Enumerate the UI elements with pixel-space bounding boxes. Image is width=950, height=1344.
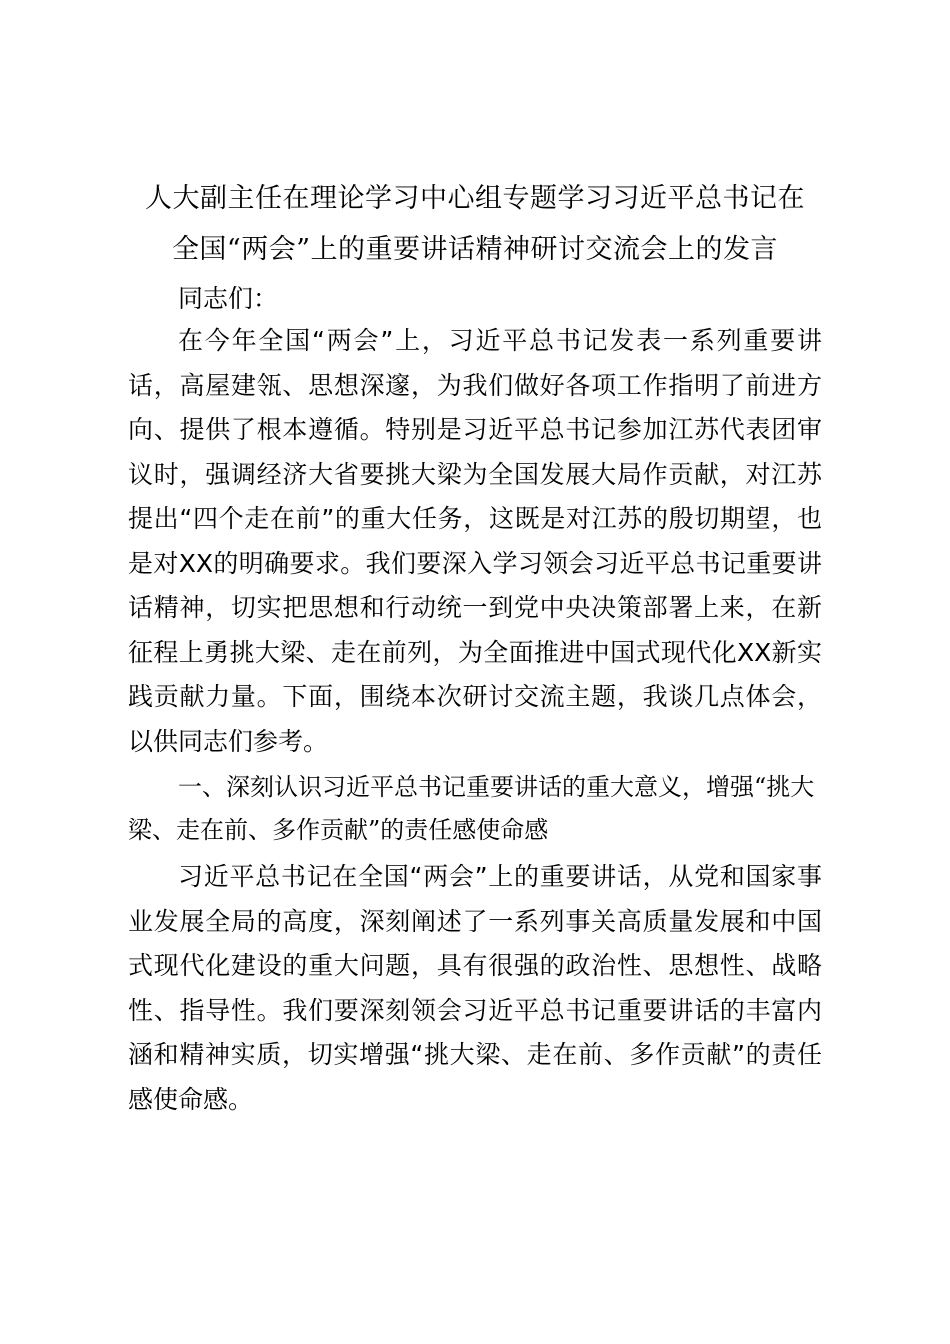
- body-paragraph: 习近平总书记在全国“两会”上的重要讲话，从党和国家事业发展全局的高度，深刻阐述了一系列事关高质量发展和中国式现代化建设的重大问题，具有很强的政治性、思想性、战略性、指导性。我们要深刻领会习近平总书记重要讲话的丰富内涵和精神实质，切实增强“挑大梁、走在前、多作贡献”的责任感使命感。: [128, 862, 822, 1114]
- section-heading: 一、深刻认识习近平总书记重要讲话的重大意义，增强“挑大梁、走在前、多作贡献”的责任感使命感: [128, 773, 815, 844]
- document-title-line-2: 全国“两会”上的重要讲话精神研讨交流会上的发言: [171, 234, 779, 265]
- salutation: 同志们：: [178, 284, 279, 313]
- body-paragraph: 在今年全国“两会”上，习近平总书记发表一系列重要讲话，高屋建瓴、思想深邃，为我们做好各项工作指明了前进方向、提供了根本遵循。特别是习近平总书记参加江苏代表团审议时，强调经济大省要挑大梁为全国发展大局作贡献，对江苏提出“四个走在前”的重大任务，这既是对江苏的殷切期望，也是对XX的明确要求。我们要深入学习领会习近平总书记重要讲话精神，切实把思想和行动统一到党中央决策部署上来，在新征程上勇挑大梁、走在前列，为全面推进中国式现代化XX新实践贡献力量。下面，围绕本次研讨交流主题，我谈几点体会，以供同志们参考。: [128, 326, 822, 756]
- document-title-line-1: 人大副主任在理论学习中心组专题学习习近平总书记在: [145, 183, 805, 214]
